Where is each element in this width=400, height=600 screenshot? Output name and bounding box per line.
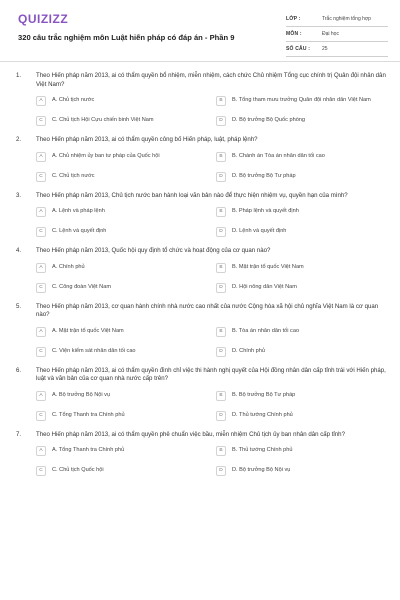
option-b[interactable] [216,447,396,456]
option-letter-box: A [36,152,46,162]
option-letter-box: A [36,96,46,106]
option-text: A. Chính phủ [52,263,85,270]
option-text: D. Hội nông dân Việt Nam [232,283,297,290]
meta-key: LỚP : [286,16,301,22]
question-list [0,72,400,486]
option-text: A. Lệnh và pháp lệnh [52,208,105,214]
option-letter-box: A [36,207,46,217]
meta-row-class [286,12,388,27]
option-text: B. Tòa án nhân dân tối cao [232,327,300,334]
worksheet-title: 320 câu trắc nghiệm môn Luật hiến pháp có đáp án - Phần 9 [18,33,235,42]
option-c[interactable] [36,284,216,293]
question-text: Theo Hiến pháp năm 2013, ai có thẩm quyền phê chuẩn việc bầu, miễn nhiệm Chủ tịch ủy ban nhân dân cấp tỉnh? [36,430,345,438]
option-d[interactable] [216,412,396,421]
option-d[interactable] [216,284,396,293]
answer-options [0,264,400,293]
option-letter-box: B [216,263,226,273]
question-5 [0,303,400,357]
meta-row-count [286,42,388,57]
option-letter-box: A [36,446,46,456]
option-letter-box: C [36,172,46,182]
answer-options [0,328,400,357]
option-text: D. Bộ trưởng Bộ Tư pháp [232,172,296,179]
option-letter-box: C [36,227,46,237]
option-letter-box: D [216,347,226,357]
option-text: C. Tổng Thanh tra Chính phủ [52,411,125,418]
option-text: C. Lệnh và quyết định [52,228,107,234]
option-text: A. Mặt trận tổ quốc Việt Nam [52,327,124,334]
question-text: Theo Hiến pháp năm 2013, Chủ tịch nước ban hành loại văn bản nào để thực hiện nhiệm vụ, quyền hạn của mình? [36,191,348,199]
meta-key: SỐ CÂU : [286,46,311,52]
option-c[interactable] [36,348,216,357]
option-letter-box: B [216,96,226,106]
option-d[interactable] [216,117,396,126]
answer-options [0,97,400,126]
option-letter-box: A [36,263,46,273]
option-a[interactable] [36,328,216,337]
option-text: D. Lệnh và quyết định [232,228,287,234]
answer-options [0,208,400,237]
answer-options [0,392,400,421]
option-text: B. Chánh án Tòa án nhân dân tối cao [232,152,325,159]
option-text: D. Bộ trưởng Bộ Nội vụ [232,467,291,473]
option-d[interactable] [216,348,396,357]
worksheet-header [0,0,400,62]
option-text: D. Thủ tướng Chính phủ [232,411,293,418]
option-letter-box: A [36,327,46,337]
option-letter-box: C [36,283,46,293]
option-c[interactable] [36,467,216,476]
question-number: 1. [16,72,22,79]
option-b[interactable] [216,264,396,273]
option-d[interactable] [216,228,396,237]
option-d[interactable] [216,173,396,182]
meta-key: MÔN : [286,31,302,37]
option-a[interactable] [36,392,216,401]
question-text: Theo Hiến pháp năm 2013, ai có thẩm quyền đình chỉ việc thi hành nghị quyết của Hội đồng nhân dân cấp tỉnh trái với Hiến pháp, luật và văn bản của cơ quan nhà nước cấp trên? [36,366,386,382]
option-letter-box: D [216,283,226,293]
option-text: C. Công đoàn Việt Nam [52,283,111,290]
option-text: A. Chủ nhiệm ủy ban tư pháp của Quốc hội [52,152,160,159]
question-4 [0,247,400,293]
meta-value: 25 [322,46,328,52]
question-text: Theo Hiến pháp năm 2013, Quốc hội quy định tổ chức và hoạt động của cơ quan nào? [36,247,271,254]
question-2 [0,136,400,182]
question-1 [0,72,400,126]
option-letter-box: C [36,411,46,421]
option-text: B. Thủ tướng Chính phủ [232,447,293,453]
question-3 [0,192,400,238]
option-b[interactable] [216,153,396,162]
option-text: A. Bộ trưởng Bộ Nội vụ [52,391,111,398]
question-number: 4. [16,247,22,254]
option-c[interactable] [36,412,216,421]
question-number: 3. [16,191,22,199]
option-text: B. Bộ trưởng Bộ Tư pháp [232,391,296,398]
option-b[interactable] [216,97,396,106]
option-b[interactable] [216,208,396,217]
question-number: 5. [16,302,22,310]
question-text: Theo Hiến pháp năm 2013, ai có thẩm quyền công bố Hiến pháp, luật, pháp lệnh? [36,136,258,143]
option-b[interactable] [216,392,396,401]
option-text: D. Bộ trưởng Bộ Quốc phòng [232,117,306,123]
quizizz-logo: QUIZIZZ [18,12,69,26]
question-6 [0,367,400,421]
option-letter-box: D [216,116,226,126]
option-letter-box: C [36,347,46,357]
option-text: B. Tổng tham mưu trưởng Quân đội nhân dân Việt Nam [232,97,371,103]
option-c[interactable] [36,173,216,182]
option-letter-box: B [216,391,226,401]
option-letter-box: C [36,466,46,476]
option-letter-box: B [216,327,226,337]
question-text: Theo Hiến pháp năm 2013, ai có thẩm quyền bổ nhiệm, miễn nhiệm, cách chức Chủ nhiệm Tổng cục chính trị Quân đội nhân dân Việt Nam? [36,72,386,88]
option-a[interactable] [36,264,216,273]
option-letter-box: D [216,411,226,421]
worksheet-meta [286,12,388,57]
option-a[interactable] [36,153,216,162]
option-letter-box: D [216,227,226,237]
meta-value: Đại học [322,31,339,37]
option-letter-box: A [36,391,46,401]
meta-value: Trắc nghiệm tổng hợp [322,16,371,22]
option-a[interactable] [36,97,216,106]
meta-row-subject [286,27,388,42]
question-number: 2. [16,136,22,143]
question-7 [0,431,400,477]
option-letter-box: D [216,172,226,182]
option-text: C. Chủ tịch Hội Cựu chiến binh Việt Nam [52,117,154,123]
option-b[interactable] [216,328,396,337]
option-text: A. Chủ tịch nước [52,97,95,103]
option-d[interactable] [216,467,396,476]
option-text: C. Viện kiểm sát nhân dân tối cao [52,347,136,354]
option-a[interactable] [36,447,216,456]
option-letter-box: C [36,116,46,126]
option-letter-box: B [216,446,226,456]
option-c[interactable] [36,228,216,237]
option-letter-box: B [216,207,226,217]
answer-options [0,153,400,182]
option-text: C. Chủ tịch Quốc hội [52,467,104,473]
option-text: C. Chủ tịch nước [52,172,95,179]
option-text: B. Pháp lệnh và quyết định [232,208,299,214]
question-number: 6. [16,366,22,374]
option-text: A. Tổng Thanh tra Chính phủ [52,447,125,453]
option-a[interactable] [36,208,216,217]
question-number: 7. [16,430,22,438]
option-text: D. Chính phủ [232,347,265,354]
answer-options [0,447,400,476]
option-c[interactable] [36,117,216,126]
question-text: Theo Hiến pháp năm 2013, cơ quan hành chính nhà nước cao nhất của nước Cộng hòa xã hội chủ nghĩa Việt Nam là cơ quan nào? [36,302,379,318]
option-letter-box: B [216,152,226,162]
option-letter-box: D [216,466,226,476]
option-text: B. Mặt trận tổ quốc Việt Nam [232,263,304,270]
